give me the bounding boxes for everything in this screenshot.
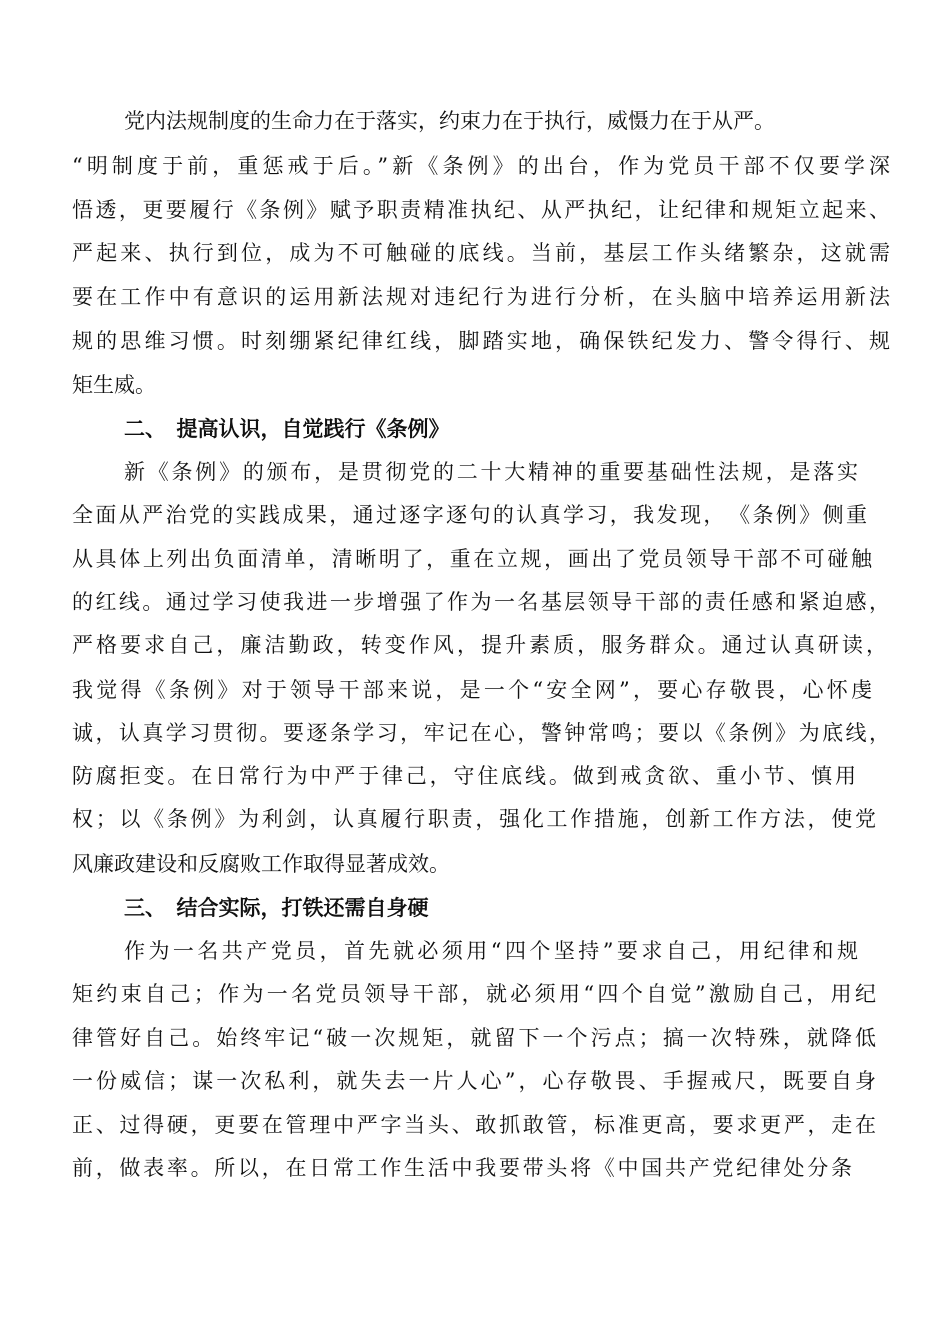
text-line-10: 全面从严治党的实践成果，通过逐字逐句的认真学习，我发现， 《条例》侧重 — [72, 503, 867, 527]
text-line-20: 作为一名共产党员，首先就必须用“四个坚持”要求自己，用纪律和规 — [124, 939, 858, 963]
section-heading-3: 三、 结合实际，打铁还需自身硬 — [124, 896, 429, 920]
text-line-9: 新《条例》的颁布，是贯彻党的二十大精神的重要基础性法规，是落实 — [124, 460, 858, 484]
text-line-7: 矩生威。 — [72, 373, 156, 397]
text-line-25: 前，做表率。所以，在日常工作生活中我要带头将《中国共产党纪律处分条 — [72, 1156, 852, 1180]
text-line-5: 要在工作中有意识的运用新法规对违纪行为进行分析，在头脑中培养运用新法 — [72, 285, 890, 309]
text-line-4: 严起来、执行到位，成为不可触碰的底线。当前，基层工作头绪繁杂，这就需 — [72, 241, 890, 265]
text-line-13: 严格要求自己，廉洁勤政，转变作风，提升素质，服务群众。通过认真研读， — [72, 633, 887, 657]
text-line-24: 正、过得硬，更要在管理中严字当头、敢抓敢管，标准更高，要求更严，走在 — [72, 1113, 876, 1137]
text-line-1: 党内法规制度的生命力在于落实，约束力在于执行，威慑力在于从严。 — [124, 109, 775, 133]
text-line-17: 权；以《条例》为利剑，认真履行职责，强化工作措施，创新工作方法，使党 — [72, 807, 876, 831]
text-line-15: 诚，认真学习贯彻。要逐条学习，牢记在心，警钟常鸣；要以《条例》为底线， — [72, 721, 890, 745]
text-line-2: “明制度于前，重惩戒于后。”新《条例》的出台，作为党员干部不仅要学深 — [72, 154, 890, 178]
text-line-3: 悟透，更要履行《条例》赋予职责精准执纪、从严执纪，让纪律和规矩立起来、 — [72, 198, 890, 222]
text-line-12: 的红线。通过学习使我进一步增强了作为一名基层领导干部的责任感和紧迫感， — [72, 590, 890, 614]
text-line-16: 防腐拒变。在日常行为中严于律己，守住底线。做到戒贪欲、重小节、慎用 — [72, 764, 856, 788]
text-line-22: 律管好自己。始终牢记“破一次规矩，就留下一个污点；搞一次特殊，就降低 — [72, 1026, 876, 1050]
text-line-18: 风廉政建设和反腐败工作取得显著成效。 — [72, 852, 450, 876]
section-heading-2: 二、 提高认识，自觉践行《条例》 — [124, 417, 450, 441]
text-line-6: 规的思维习惯。时刻绷紧纪律红线，脚踏实地，确保铁纪发力、警令得行、规 — [72, 329, 890, 353]
text-line-21: 矩约束自己；作为一名党员领导干部，就必须用“四个自觉”激励自己，用纪 — [72, 982, 876, 1006]
text-line-14: 我觉得《条例》对于领导干部来说，是一个“安全网”，要心存敬畏，心怀虔 — [72, 678, 872, 702]
text-line-23: 一份威信；谋一次私利，就失去一片人心”，心存敬畏、手握戒尺，既要自身 — [72, 1069, 876, 1093]
text-line-11: 从具体上列出负面清单，清晰明了，重在立规，画出了党员领导干部不可碰触 — [72, 547, 872, 571]
